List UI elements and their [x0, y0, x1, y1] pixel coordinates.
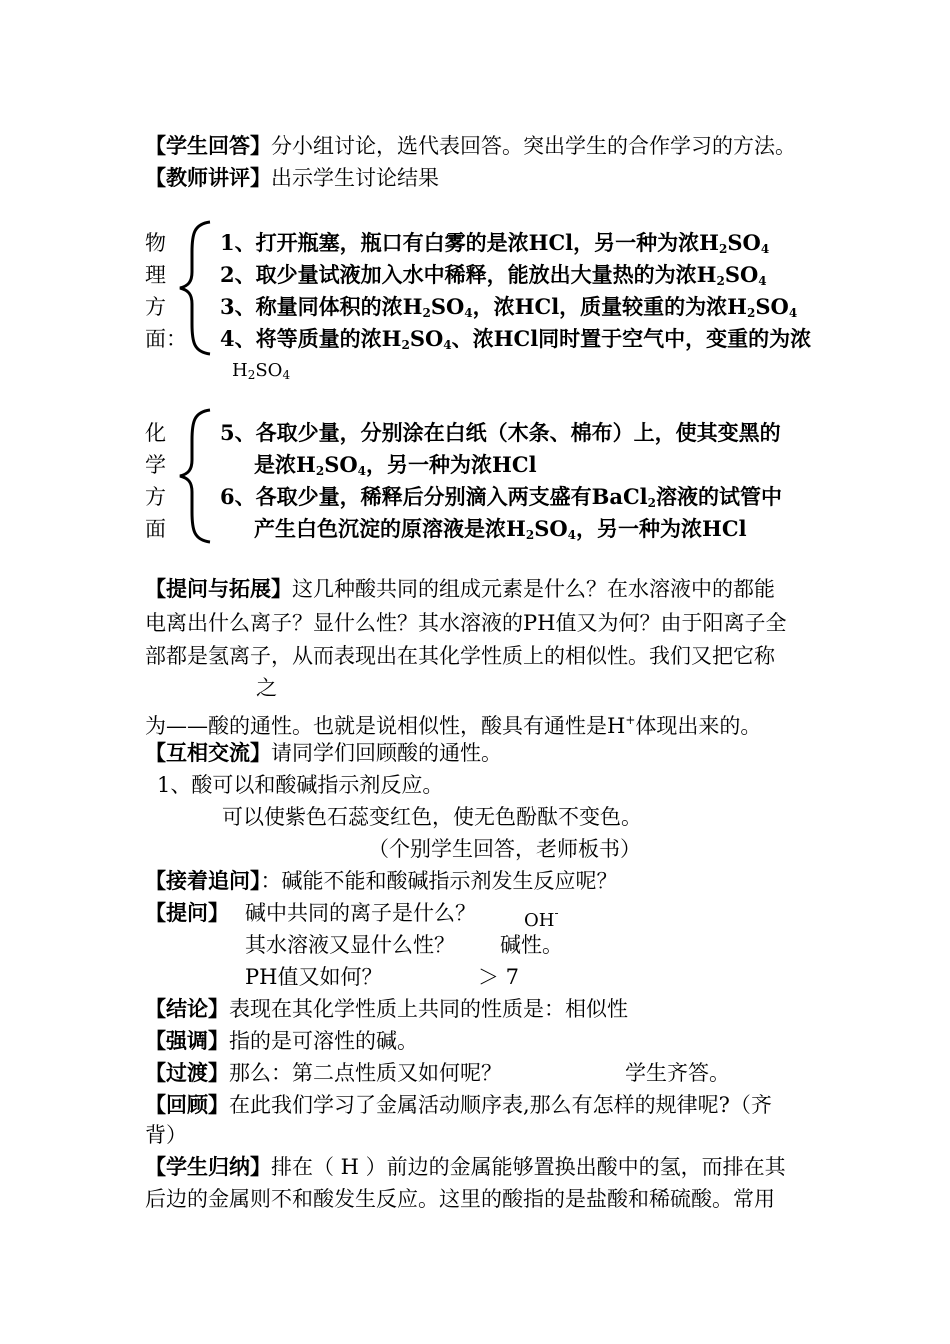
chem-item-6: 6、各取少量，稀释后分别滴入两支盛有BaCl$_2$溶液的试管中	[220, 484, 783, 510]
paragraph-line-q4: 之	[256, 676, 277, 700]
chem-item-5-cont: 是浓$H_2SO_4$，另一种为浓HCl	[254, 452, 537, 478]
paragraph-emphasis: 【强调】指的是可溶性的碱。	[145, 1028, 418, 1053]
paragraph-conclusion: 【结论】表现在其化学性质上共同的性质是：相似性	[145, 996, 628, 1021]
brace-chem-icon	[176, 406, 216, 546]
side-label-phys-2: 理	[145, 263, 166, 287]
phys-item-1: 1、打开瓶塞，瓶口有白雾的是浓HCl，另一种为浓$H_2SO_4$	[220, 230, 770, 256]
phys-item-4: 4、将等质量的浓$H_2SO_4$、浓HCl同时置于空气中，变重的为浓	[220, 326, 812, 352]
paragraph-line-q2: 电离出什么离子？显什么性？其水溶液的PH值又为何？由于阳离子全	[145, 611, 787, 635]
answer-line-2: 碱性。	[500, 933, 563, 957]
paragraph-review: 【回顾】在此我们学习了金属活动顺序表,那么有怎样的规律呢?（齐	[145, 1092, 772, 1117]
chem-item-6-cont: 产生白色沉淀的原溶液是浓$H_2SO_4$，另一种为浓HCl	[254, 516, 747, 542]
paragraph-follow-up: 【接着追问】：碱能不能和酸碱指示剂发生反应呢？	[145, 868, 618, 893]
paragraph-student-answer	[145, 131, 796, 161]
side-label-phys-3: 方	[145, 295, 166, 319]
side-label-chem-4: 面	[145, 517, 166, 541]
paragraph-line-e4: （个别学生回答，老师板书）	[368, 837, 641, 861]
paragraph-line-q5: 为——酸的通性。也就是说相似性，酸具有通性是H+体现出来的。	[145, 713, 762, 738]
paragraph-line-e3: 可以使紫色石蕊变红色，使无色酚酞不变色。	[222, 805, 642, 829]
side-label-chem-1: 化	[145, 421, 166, 445]
side-label-chem-3: 方	[145, 485, 166, 509]
phys-item-3: 3、称量同体积的浓$H_2SO_4$，浓HCl，质量较重的为浓$H_2SO_4$	[220, 294, 798, 320]
tag-teacher-comment: 【教师讲评】	[145, 165, 271, 190]
question-line-2: 其水溶液又显什么性？	[245, 933, 455, 957]
side-label-chem-2: 学	[145, 453, 166, 477]
paragraph-exchange: 【互相交流】请同学们回顾酸的通性。	[145, 740, 502, 765]
chem-item-5: 5、各取少量，分别涂在白纸（木条、棉布）上，使其变黑的	[220, 420, 781, 445]
text-teacher-comment: 出示学生讨论结果	[271, 166, 439, 190]
phys-item-2: 2、取少量试液加入水中稀释，能放出大量热的为浓$H_2SO_4$	[220, 262, 767, 288]
paragraph-line-q3: 部都是氢离子，从而表现出在其化学性质上的相似性。我们又把它称	[145, 644, 775, 668]
paragraph-line-c5: 背）	[145, 1123, 187, 1147]
question-line-3: PH值又如何？	[245, 965, 383, 989]
phys-item-4-cont: $H_2SO_4$	[232, 360, 291, 382]
answer-line-3: ＞ 7	[478, 965, 520, 989]
paragraph-line-s2: 后边的金属则不和酸发生反应。这里的酸指的是盐酸和稀硫酸。常用	[145, 1187, 775, 1211]
tag-student-answer: 【学生回答】	[145, 133, 271, 158]
question-line-1: 碱中共同的离子是什么？	[245, 901, 476, 925]
side-label-phys-1: 物	[145, 231, 166, 255]
paragraph-transition: 【过渡】那么：第二点性质又如何呢？	[145, 1060, 502, 1085]
side-label-phys-4: 面：	[145, 327, 187, 351]
paragraph-teacher-comment	[145, 163, 439, 193]
brace-phys-icon	[176, 218, 216, 358]
paragraph-question: 【提问】	[145, 900, 229, 925]
paragraph-student-summary: 【学生归纳】排在（ H ）前边的金属能够置换出酸中的氢，而排在其	[145, 1154, 786, 1179]
paragraph-line-e2: 1、酸可以和酸碱指示剂反应。	[157, 773, 444, 797]
text-student-answer: 分小组讨论，选代表回答。突出学生的合作学习的方法。	[271, 134, 796, 158]
answer-line-1: OH-	[524, 906, 559, 931]
paragraph-question-extension: 【提问与拓展】这几种酸共同的组成元素是什么？在水溶液中的都能	[145, 576, 775, 601]
transition-answer: 学生齐答。	[625, 1061, 730, 1085]
